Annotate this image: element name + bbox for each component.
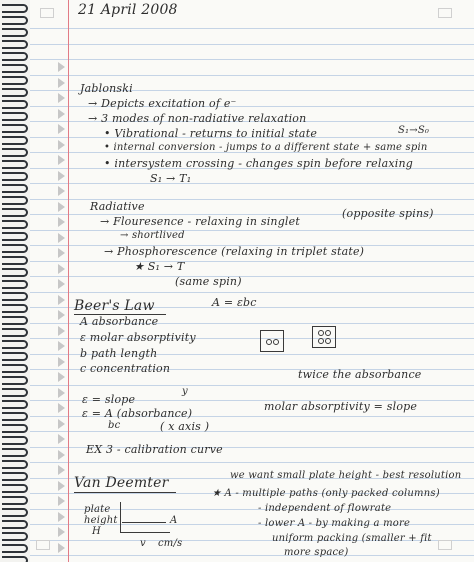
cuvette-double-icon: [312, 326, 336, 348]
spiral-coil: [2, 172, 28, 181]
spiral-coil: [2, 220, 28, 229]
axis-label: height: [84, 515, 118, 526]
corner-box-icon: [438, 540, 452, 550]
margin-triangle-icon: [58, 465, 65, 475]
margin-triangle-icon: [58, 279, 65, 289]
title-underline: [74, 492, 176, 493]
spiral-coil: [2, 88, 28, 97]
ruled-line: [30, 555, 474, 556]
spiral-coil: [2, 340, 28, 349]
spiral-coil: [2, 100, 28, 109]
definition-line: b path length: [80, 347, 158, 360]
section-title-beers-law: Beer's Law: [74, 298, 155, 314]
margin-triangle-icon: [58, 217, 65, 227]
ruled-line: [30, 183, 474, 184]
graph-line: [122, 522, 166, 523]
note-line: ( x axis ): [160, 420, 210, 433]
spiral-coil: [2, 64, 28, 73]
spiral-coil: [2, 460, 28, 469]
spiral-coil: [2, 304, 28, 313]
margin-triangle-icon: [58, 372, 65, 382]
margin-triangle-icon: [58, 295, 65, 305]
spiral-coil: [2, 364, 28, 373]
spiral-coil: [2, 472, 28, 481]
note-line: • internal conversion - jumps to a different state + same spin: [104, 142, 428, 153]
note-line: → Phosphorescence (relaxing in triplet state): [104, 245, 365, 258]
margin-triangle-icon: [58, 512, 65, 522]
margin-triangle-icon: [58, 124, 65, 134]
margin-triangle-icon: [58, 543, 65, 553]
graph-y-axis: [120, 502, 121, 532]
note-line: ★ A - multiple paths (only packed columns): [212, 488, 440, 499]
graph-label: A: [170, 515, 178, 526]
section-title-jablonski: Jablonski: [80, 82, 133, 95]
note-line: S₁ → T₁: [150, 172, 192, 185]
spiral-coil: [2, 256, 28, 265]
spiral-coil: [2, 76, 28, 85]
margin-triangle-icon: [58, 419, 65, 429]
note-line: twice the absorbance: [298, 368, 422, 381]
margin-triangle-icon: [58, 481, 65, 491]
ruled-line: [30, 44, 474, 45]
note-line: uniform packing (smaller + fit: [272, 533, 432, 544]
note-line: (same spin): [175, 275, 242, 288]
spiral-coil: [2, 184, 28, 193]
spiral-coil: [2, 484, 28, 493]
spiral-coil: [2, 292, 28, 301]
margin-triangle-icon: [58, 233, 65, 243]
spiral-coil: [2, 4, 28, 13]
spiral-coil: [2, 544, 28, 553]
note-line: → 3 modes of non-radiative relaxation: [88, 112, 307, 125]
ruled-line: [30, 276, 474, 277]
ruled-line: [30, 261, 474, 262]
margin-triangle-icon: [58, 341, 65, 351]
note-line: S₁→S₀: [398, 125, 430, 136]
margin-triangle-icon: [58, 434, 65, 444]
spiral-coil: [2, 376, 28, 385]
spiral-coil: [2, 448, 28, 457]
ruled-line: [30, 462, 474, 463]
spiral-coil: [2, 52, 28, 61]
spiral-coil: [2, 124, 28, 133]
note-line: → Depicts excitation of e⁻: [88, 97, 237, 110]
definition-line: c concentration: [80, 362, 171, 375]
spiral-coil: [2, 316, 28, 325]
note-line: we want small plate height - best resolution: [230, 470, 462, 481]
spiral-coil: [2, 436, 28, 445]
section-title-van-deemter: Van Deemter: [74, 475, 169, 491]
spiral-coil: [2, 400, 28, 409]
corner-box-icon: [36, 540, 50, 550]
note-line: • intersystem crossing - changes spin before relaxing: [104, 157, 413, 170]
spiral-binding: [0, 0, 30, 562]
spiral-coil: [2, 280, 28, 289]
spiral-coil: [2, 556, 28, 562]
page-date: 21 April 2008: [78, 2, 178, 18]
margin-triangle-icon: [58, 109, 65, 119]
corner-box-icon: [438, 8, 452, 18]
margin-triangle-icon: [58, 62, 65, 72]
spiral-coil: [2, 328, 28, 337]
equation: ε = A (absorbance): [82, 407, 193, 420]
margin-triangle-icon: [58, 357, 65, 367]
ruled-line: [30, 59, 474, 60]
margin-triangle-icon: [58, 388, 65, 398]
note-line: ε = slope: [82, 393, 136, 406]
ruled-line: [30, 292, 474, 293]
note-line: molar absorptivity = slope: [264, 400, 418, 413]
ruled-line: [30, 385, 474, 386]
equation-denominator: bc: [108, 420, 121, 431]
note-line: → shortlived: [120, 230, 185, 241]
spiral-coil: [2, 16, 28, 25]
margin-triangle-icon: [58, 248, 65, 258]
note-line: ★ S₁ → T: [134, 260, 185, 273]
spiral-coil: [2, 196, 28, 205]
spiral-coil: [2, 388, 28, 397]
axis-label: plate: [84, 504, 111, 515]
note-line: - lower A - by making a more: [258, 518, 411, 529]
corner-box-icon: [40, 8, 54, 18]
margin-triangle-icon: [58, 93, 65, 103]
spiral-coil: [2, 508, 28, 517]
margin-triangle-icon: [58, 140, 65, 150]
spiral-coil: [2, 244, 28, 253]
margin-triangle-icon: [58, 171, 65, 181]
spiral-coil: [2, 28, 28, 37]
margin-triangle-icon: [58, 450, 65, 460]
cuvette-single-icon: [260, 330, 284, 352]
equation: A = εbc: [212, 296, 257, 309]
section-title-radiative: Radiative: [90, 200, 145, 213]
definition-line: ε molar absorptivity: [80, 331, 196, 344]
spiral-coil: [2, 268, 28, 277]
spiral-coil: [2, 160, 28, 169]
margin-triangle-icon: [58, 310, 65, 320]
note-line: - independent of flowrate: [258, 503, 392, 514]
definition-line: A absorbance: [80, 315, 159, 328]
margin-line: [68, 0, 69, 562]
note-line: more space): [284, 547, 349, 558]
margin-triangle-icon: [58, 264, 65, 274]
margin-triangle-icon: [58, 78, 65, 88]
ruled-line: [30, 230, 474, 231]
axis-label: v: [140, 538, 146, 549]
ruled-line: [30, 28, 474, 29]
margin-triangle-icon: [58, 326, 65, 336]
margin-triangle-icon: [58, 186, 65, 196]
spiral-coil: [2, 424, 28, 433]
axis-label: H: [92, 526, 101, 537]
graph-x-axis: [120, 532, 170, 533]
spiral-coil: [2, 532, 28, 541]
note-line: EX 3 - calibration curve: [86, 443, 223, 456]
spiral-coil: [2, 148, 28, 157]
axis-label: cm/s: [158, 538, 183, 549]
margin-triangle-icon: [58, 496, 65, 506]
ruled-line: [30, 431, 474, 432]
note-line: (opposite spins): [342, 207, 434, 220]
spiral-coil: [2, 40, 28, 49]
note-line: y: [182, 386, 188, 397]
spiral-coil: [2, 136, 28, 145]
note-line: → Flouresence - relaxing in singlet: [100, 215, 300, 228]
spiral-coil: [2, 412, 28, 421]
margin-triangle-icon: [58, 155, 65, 165]
note-line: • Vibrational - returns to initial state: [104, 127, 318, 140]
spiral-coil: [2, 112, 28, 121]
margin-triangle-icon: [58, 403, 65, 413]
spiral-coil: [2, 208, 28, 217]
margin-triangle-icon: [58, 527, 65, 537]
spiral-coil: [2, 496, 28, 505]
ruled-line: [30, 75, 474, 76]
spiral-coil: [2, 520, 28, 529]
margin-triangle-icon: [58, 202, 65, 212]
spiral-coil: [2, 352, 28, 361]
spiral-coil: [2, 232, 28, 241]
